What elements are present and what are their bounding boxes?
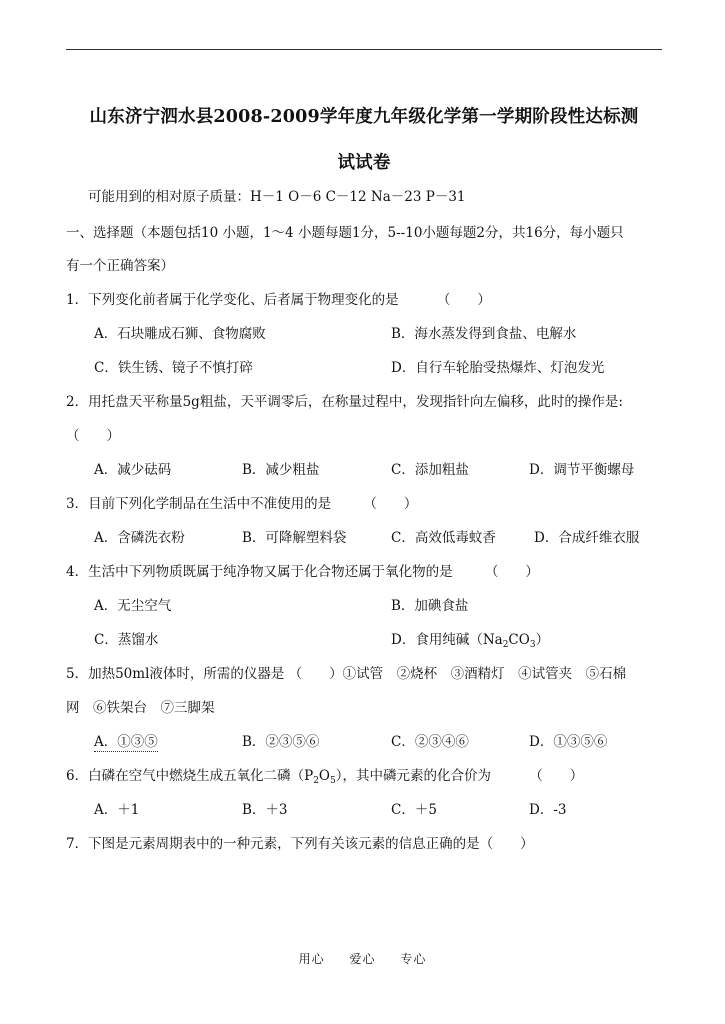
q5-option-a: A．①③⑤ [94,734,158,750]
q6-option-c: C．＋5 [391,802,437,818]
q3-option-b: B．可降解塑料袋 [242,530,347,546]
q2-option-d: D．调节平衡螺母 [529,462,635,478]
q2-option-c: C．添加粗盐 [391,462,469,478]
q6-option-b: B．＋3 [242,802,288,818]
question-3-answer-blank: （ ） [363,496,418,512]
q1-option-a: A．石块雕成石狮、食物腐败 [94,326,266,342]
question-7-stem: 7．下图是元素周期表中的一种元素，下列有关该元素的信息正确的是（ ） [66,836,534,852]
question-6-stem-end: ），其中磷元素的化合价为 [335,768,491,784]
q5-option-d: D．①③⑤⑥ [529,734,608,750]
q4-option-d-subscript-1: 2 [502,640,509,650]
atomic-masses: 可能用到的相对原子质量：H－1 O－6 C－12 Na－23 P－31 [88,189,466,205]
question-2-stem: 2．用托盘天平称量5g粗盐，天平调零后，在称量过程中，发现指针向左偏移，此时的操作是: [66,394,623,410]
q4-option-d-text-3: ） [535,632,550,648]
q3-option-c: C．高效低毒蚊香 [391,530,496,546]
q4-option-d-subscript-2: 3 [529,640,536,650]
question-6-subscript-2: 5 [330,776,336,786]
question-6-answer-blank: （ ） [529,768,584,784]
question-3 [66,495,417,513]
q5-option-b: B．②③⑤⑥ [242,734,320,750]
question-4-answer-blank: （ ） [484,564,539,580]
footer-word-3: 专心 [400,952,427,966]
q4-option-c: C．蒸馏水 [94,632,159,648]
question-5-stem-2: 网 ⑥铁架台 ⑦三脚架 [66,700,215,716]
footer-word-2: 爱心 [349,952,376,966]
question-4-stem: 4．生活中下列物质既属于纯净物又属于化合物还属于氧化物的是 [66,564,453,580]
exam-title-line-1: 山东济宁泗水县2008-2009学年度九年级化学第一学期阶段性达标测 [89,107,639,127]
section1-intro-line-1: 一、选择题（本题包括10 小题，1～4 小题每题1分，5--10小题每题2分，共16分，每小题只 [66,225,624,241]
q4-option-b: B．加碘食盐 [391,598,469,614]
q4-option-d-text-2: CO [508,632,530,648]
q2-option-b: B．减少粗盐 [242,462,320,478]
q6-option-a: A．＋1 [94,802,140,818]
question-4 [66,563,539,581]
footer-word-1: 用心 [298,952,325,966]
question-3-stem: 3．目前下列化学制品在生活中不准使用的是 [66,496,332,512]
question-2-answer-blank: （ ） [66,428,120,444]
page-footer [0,950,725,967]
question-1-stem: 1．下列变化前者属于化学变化、后者属于物理变化的是 [66,292,399,308]
q4-option-d [391,631,549,654]
q4-option-d-text: D．食用纯碱（Na [391,632,503,648]
section1-intro-line-2: 有一个正确答案） [66,258,174,274]
header-rule [66,49,662,50]
q3-option-a: A．含磷洗衣粉 [94,530,185,546]
q2-option-a: A．减少砝码 [94,462,172,478]
question-1 [66,291,491,309]
question-6-subscript-1: 2 [313,776,319,786]
question-6-stem: 6．白磷在空气中燃烧生成五氧化二磷（P [66,768,314,784]
question-6 [66,767,583,790]
q3-option-d: D．合成纤维衣服 [534,530,640,546]
exam-title-line-2: 试试卷 [337,153,391,173]
q1-option-b: B．海水蒸发得到食盐、电解水 [391,326,577,342]
question-1-answer-blank: （ ） [436,292,491,308]
q1-option-c: C．铁生锈、镜子不慎打碎 [94,360,253,376]
question-5-stem: 5．加热50ml液体时，所需的仪器是 （ ）①试管 ②烧杯 ③酒精灯 ④试管夹 ⑤石棉 [66,666,627,682]
question-6-mid: O [318,768,330,784]
q6-option-d: D．-3 [529,802,567,818]
q4-option-a: A．无尘空气 [94,598,172,614]
q5-option-c: C．②③④⑥ [391,734,469,750]
q1-option-d: D．自行车轮胎受热爆炸、灯泡发光 [391,360,605,376]
